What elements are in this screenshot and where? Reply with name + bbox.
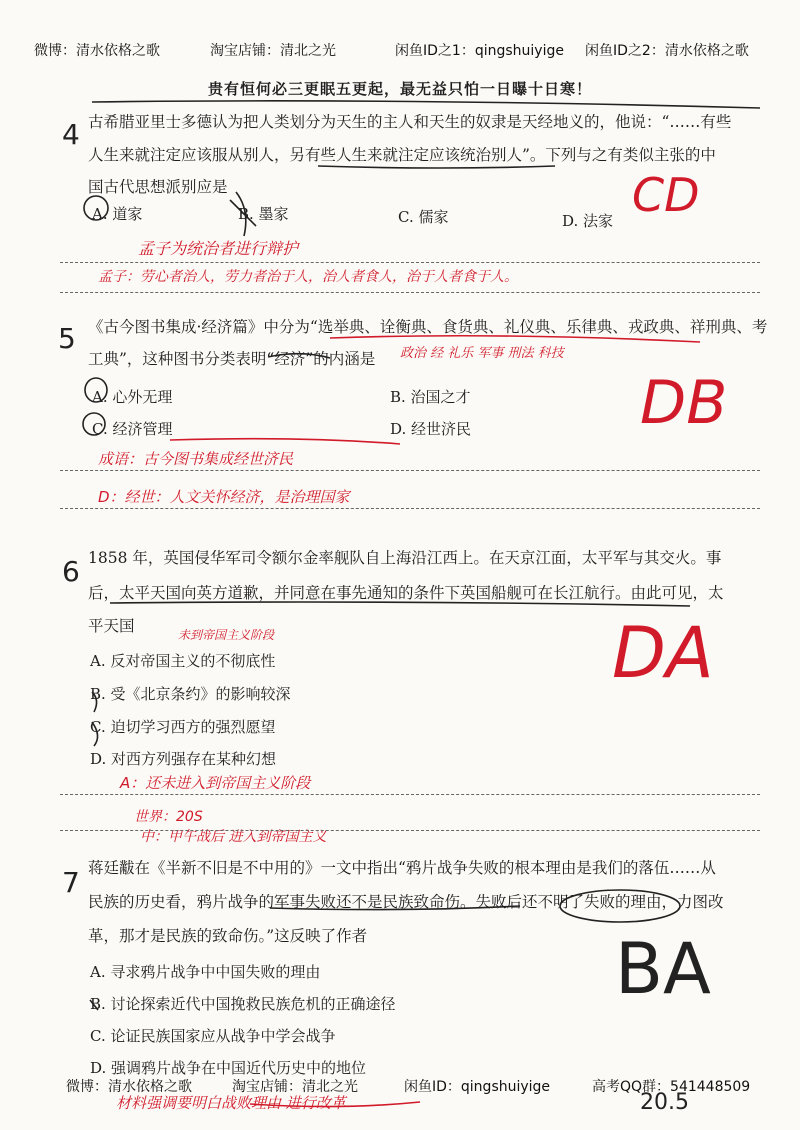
question-text-line: 1858 年，英国侵华军司令额尔金率舰队自上海沿江西上。在天京江面，太平军与其交火。事: [88, 549, 722, 567]
question-text-line: 后，太平天国向英方道歉，并同意在事先通知的条件下英国船舰可在长江航行。由此可见，太: [88, 584, 724, 602]
handwritten-note: 孟子为统治者进行辩护: [138, 239, 299, 258]
option-b: B. 讨论探索近代中国挽救民族危机的正确途径: [90, 995, 396, 1013]
option-b: B. 墨家: [238, 205, 289, 223]
pen-underline: [268, 354, 330, 358]
question-text-line: 国古代思想派别应是: [88, 178, 228, 196]
header-taobao: 淘宝店铺：清北之光: [210, 43, 336, 59]
question-text-line: 革，那才是民族的致命伤。”这反映了作者: [88, 927, 368, 945]
handwritten-note: 政治 经 礼乐 军事 刑法 科技: [400, 346, 564, 361]
footer-taobao: 淘宝店铺：清北之光: [232, 1079, 358, 1095]
answer-mark: BA: [615, 928, 711, 1010]
handwritten-note: D：经世：人文关怀经济，是治理国家: [98, 488, 350, 506]
signature: 20.5: [640, 1090, 689, 1115]
motto: 贵有恒何必三更眠五更起，最无益只怕一日曝十日寒！: [207, 80, 592, 98]
footer-qq: 高考QQ群：541448509: [592, 1079, 751, 1095]
pen-underline: [318, 166, 555, 168]
annotation-underline: [330, 336, 700, 342]
question-number: 6: [62, 555, 80, 588]
pen-underline: [110, 602, 690, 606]
pen-underline: [92, 101, 760, 108]
pen-circle: [560, 890, 680, 922]
pen-slash: [92, 692, 97, 712]
option-a: A. 反对帝国主义的不彻底性: [90, 652, 276, 670]
option-c: C. 迫切学习西方的强烈愿望: [90, 718, 276, 736]
question-text-line: 古希腊亚里士多德认为把人类划分为天生的主人和天生的奴隶是天经地义的，他说：“……有些: [88, 113, 732, 131]
option-a: A. 心外无理: [92, 388, 173, 406]
header-xianyu-2: 闲鱼ID之2：清水依格之歌: [585, 43, 749, 59]
option-c: C. 儒家: [398, 208, 449, 226]
footer-xianyu: 闲鱼ID：qingshuiyige: [404, 1079, 551, 1095]
question-text-line: 《古今图书集成·经济篇》中分为“选举典、诠衡典、食货典、礼仪典、乐律典、戎政典、祥刑典、考: [88, 318, 768, 336]
header-weibo: 微博：清水依格之歌: [34, 43, 160, 59]
pen-underline: [270, 906, 520, 910]
option-a: A. 寻求鸦片战争中中国失败的理由: [90, 963, 321, 981]
question-text-line: 人生来就注定应该服从别人，另有些人生来就注定应该统治别人”。下列与之有类似主张的中: [88, 146, 716, 164]
handwritten-note: 中：甲午战后 进入到帝国主义: [140, 829, 327, 845]
question-text-line: 平天国: [88, 617, 135, 635]
question-text-line: 工典”，这种图书分类表明“经济”的内涵是: [88, 350, 376, 368]
option-c: C. 论证民族国家应从战争中学会战争: [90, 1027, 336, 1045]
question-number: 5: [58, 322, 76, 355]
pen-circle: [84, 196, 108, 220]
question-number: 4: [62, 118, 80, 151]
pen-cross: [230, 192, 256, 236]
answer-mark: DB: [640, 368, 728, 438]
question-text-line: 蒋廷黻在《半新不旧是不中用的》一文中指出“鸦片战争失败的根本理由是我们的落伍……从: [88, 859, 716, 877]
pen-slash: [92, 722, 98, 746]
option-c: C. 经济管理: [92, 420, 173, 438]
option-b: B. 治国之才: [390, 388, 471, 406]
question-text-line: 民族的历史看，鸦片战争的军事失败还不是民族致命伤。失败后还不明了失败的理由，力图改: [88, 893, 724, 911]
option-d: D. 强调鸦片战争在中国近代历史中的地位: [90, 1059, 367, 1077]
option-d: D. 对西方列强存在某种幻想: [90, 750, 277, 768]
answer-mark: DA: [612, 612, 714, 694]
pen-slash: [90, 1000, 98, 1010]
footer-weibo: 微博：清水依格之歌: [66, 1079, 192, 1095]
option-d: D. 法家: [562, 212, 614, 230]
header-xianyu-1: 闲鱼ID之1：qingshuiyige: [395, 43, 564, 59]
annotation-underline: [170, 439, 400, 444]
annotation-underline: [250, 1102, 420, 1107]
handwritten-note: 世界：20S: [134, 809, 203, 825]
handwritten-note: 成语：古今图书集成经世济民: [98, 450, 294, 468]
option-d: D. 经世济民: [390, 420, 472, 438]
answer-mark: CD: [632, 168, 700, 222]
option-b: B. 受《北京条约》的影响较深: [90, 685, 291, 703]
pen-circle: [83, 413, 105, 435]
option-a: A. 道家: [92, 205, 143, 223]
handwritten-note: A：还未进入到帝国主义阶段: [120, 774, 311, 792]
handwritten-note: 材料强调要明白战败理由 进行改革: [116, 1094, 346, 1112]
pen-circle: [85, 378, 107, 402]
handwritten-note: 未到帝国主义阶段: [178, 628, 275, 642]
handwritten-note: 孟子：劳心者治人，劳力者治于人，治人者食人，治于人者食于人。: [98, 269, 518, 285]
question-number: 7: [62, 866, 80, 899]
